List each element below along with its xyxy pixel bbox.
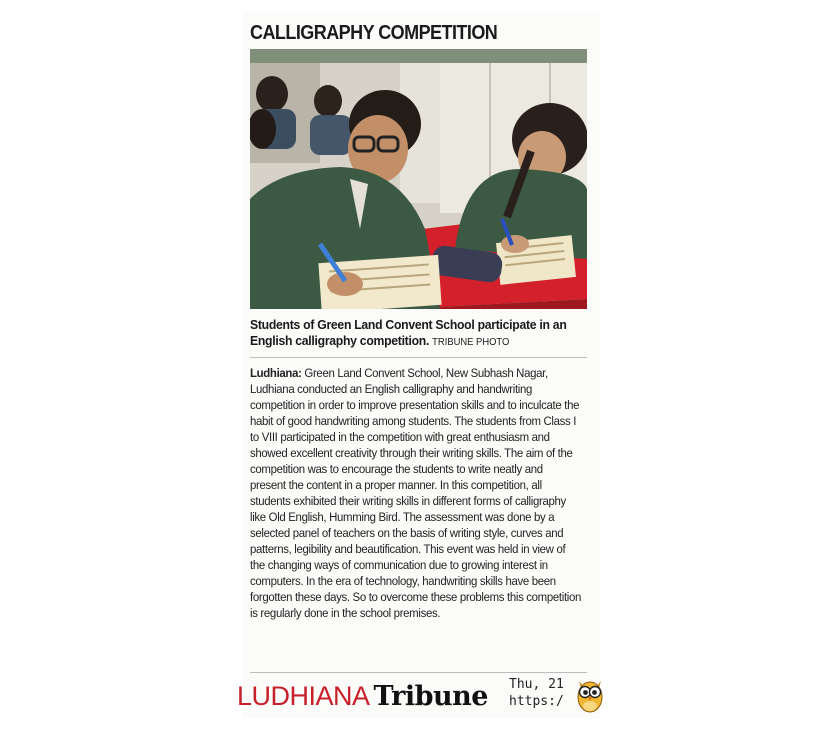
url-fragment: https:/ bbox=[509, 694, 564, 709]
photo-credit: TRIBUNE PHOTO bbox=[432, 337, 510, 348]
article-photo bbox=[250, 49, 587, 309]
students-photo-illustration bbox=[250, 49, 587, 309]
caption-text: Students of Green Land Convent School participate in an English calligraphy competition. bbox=[250, 317, 567, 348]
clip-meta bbox=[509, 676, 564, 710]
article-dateline: Ludhiana: bbox=[250, 366, 302, 380]
article-headline: CALLIGRAPHY COMPETITION bbox=[250, 22, 498, 44]
masthead-city: LUDHIANA bbox=[237, 681, 370, 711]
caption-divider bbox=[250, 357, 587, 358]
article-body bbox=[250, 365, 581, 621]
article-body-text: Green Land Convent School, New Subhash Nagar, Ludhiana conducted an English calligraphy and handwriting competition in order to improve presentation skills and to inculcate the habit of good handwriting among students. The students from Class I to VIII participated in the competition with great enthusiasm and showed excellent creativity through their writing skills. The aim of the competition was to encourage the students to write neatly and present the content in a proper manner. In this competition, all students exhibited their writing skills in different forms of calligraphy like Old English, Humming Bird. The assessment was done by a selected panel of teachers on the basis of writing style, curves and patterns, legibility and beautification. This event was held in view of the changing ways of communication due to growing interest in computers. In the era of technology, handwriting skills have been forgotten these days. So to overcome these problems this competition is regularly done in the school premises. bbox=[250, 366, 582, 620]
owl-icon bbox=[576, 675, 604, 713]
masthead-paper: Tribune bbox=[373, 681, 488, 712]
newspaper-footer bbox=[237, 672, 600, 718]
date-fragment: Thu, 21 bbox=[509, 677, 564, 692]
masthead bbox=[237, 681, 488, 712]
photo-caption bbox=[250, 317, 570, 351]
newspaper-clipping bbox=[237, 12, 600, 718]
